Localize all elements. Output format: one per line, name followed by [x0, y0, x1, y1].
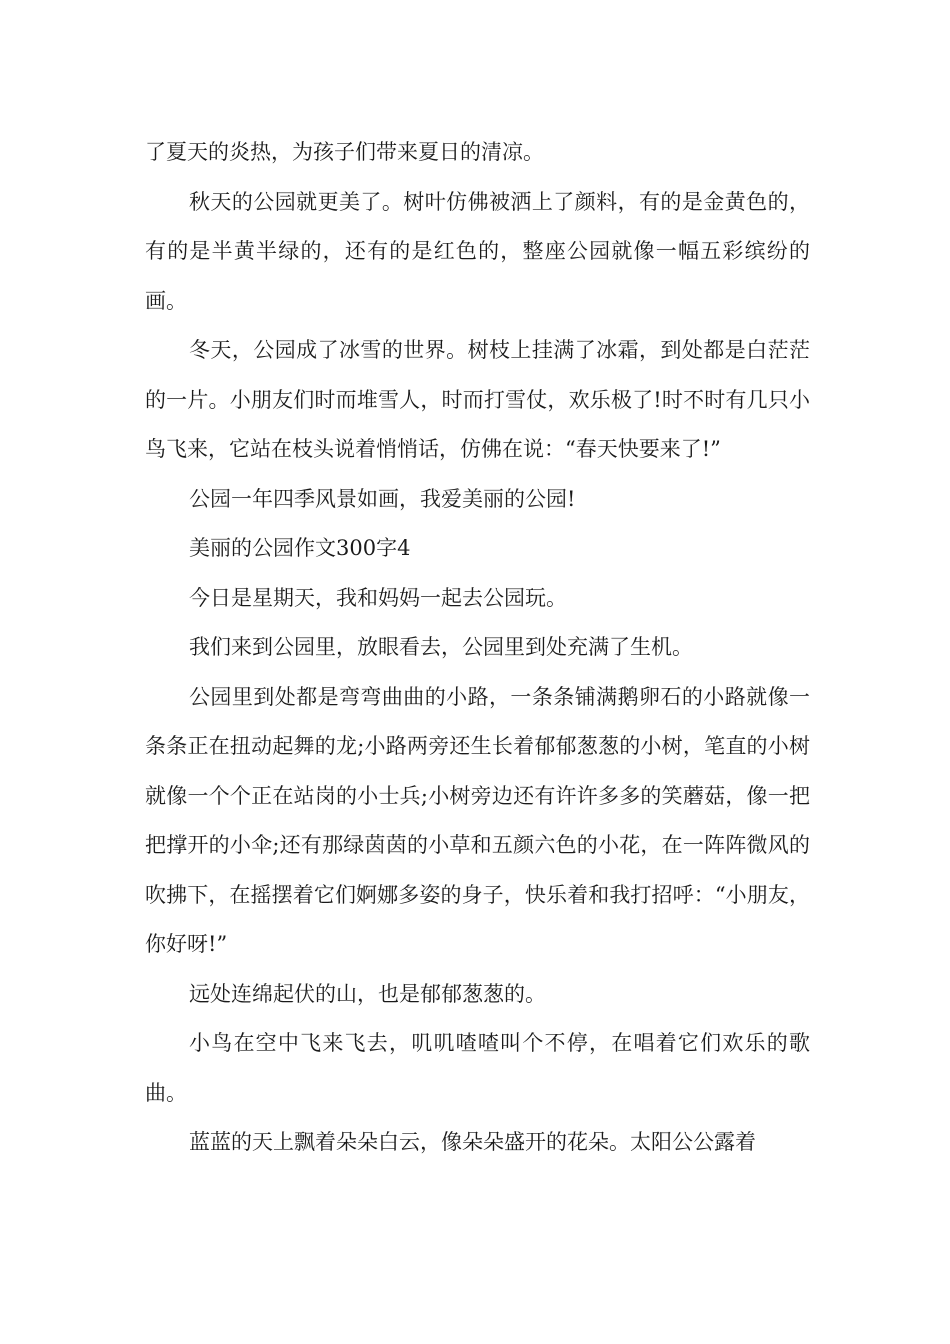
paragraph-intro: 今日是星期天，我和妈妈一起去公园玩。: [189, 585, 567, 610]
paragraph-conclusion: 公园一年四季风景如画，我爱美丽的公园!: [189, 486, 576, 511]
essay-heading: 美丽的公园作文300字4: [189, 536, 411, 560]
paragraph-autumn: 秋天的公园就更美了。树叶仿佛被洒上了颜料，有的是金黄色的，有的是半黄半绿的，还有的是红色的，整座公园就像一幅五彩缤纷的画。: [145, 189, 810, 313]
paragraph-arrival: 我们来到公园里，放眼看去，公园里到处充满了生机。: [189, 635, 693, 659]
paragraph-winter: 冬天，公园成了冰雪的世界。树枝上挂满了冰霜，到处都是白茫茫的一片。小朋友们时而堆雪人，时而打雪仗，欢乐极了!时不时有几只小鸟飞来，它站在枝头说着悄悄话，仿佛在说：“春天快要来了!”: [145, 338, 810, 461]
document-body: [145, 128, 810, 1168]
paragraph-paths: 公园里到处都是弯弯曲曲的小路，一条条铺满鹅卵石的小路就像一条条正在扭动起舞的龙;小路两旁还生长着郁郁葱葱的小树，笔直的小树就像一个个正在站岗的小士兵;小树旁边还有许许多多的笑蘑菇，像一把把撑开的小伞;还有那绿茵茵的小草和五颜六色的小花，在一阵阵微风的吹拂下，在摇摆着它们婀娜多姿的身子，快乐着和我打招呼：“小朋友，你好呀!”: [145, 684, 810, 956]
paragraph-summer-end: 了夏天的炎热，为孩子们带来夏日的清凉。: [145, 140, 544, 164]
paragraph-mountains: 远处连绵起伏的山，也是郁郁葱葱的。: [189, 981, 546, 1006]
paragraph-birds: 小鸟在空中飞来飞去，叽叽喳喳叫个不停，在唱着它们欢乐的歌曲。: [145, 1031, 810, 1105]
paragraph-sky: 蓝蓝的天上飘着朵朵白云，像朵朵盛开的花朵。太阳公公露着: [189, 1130, 756, 1154]
